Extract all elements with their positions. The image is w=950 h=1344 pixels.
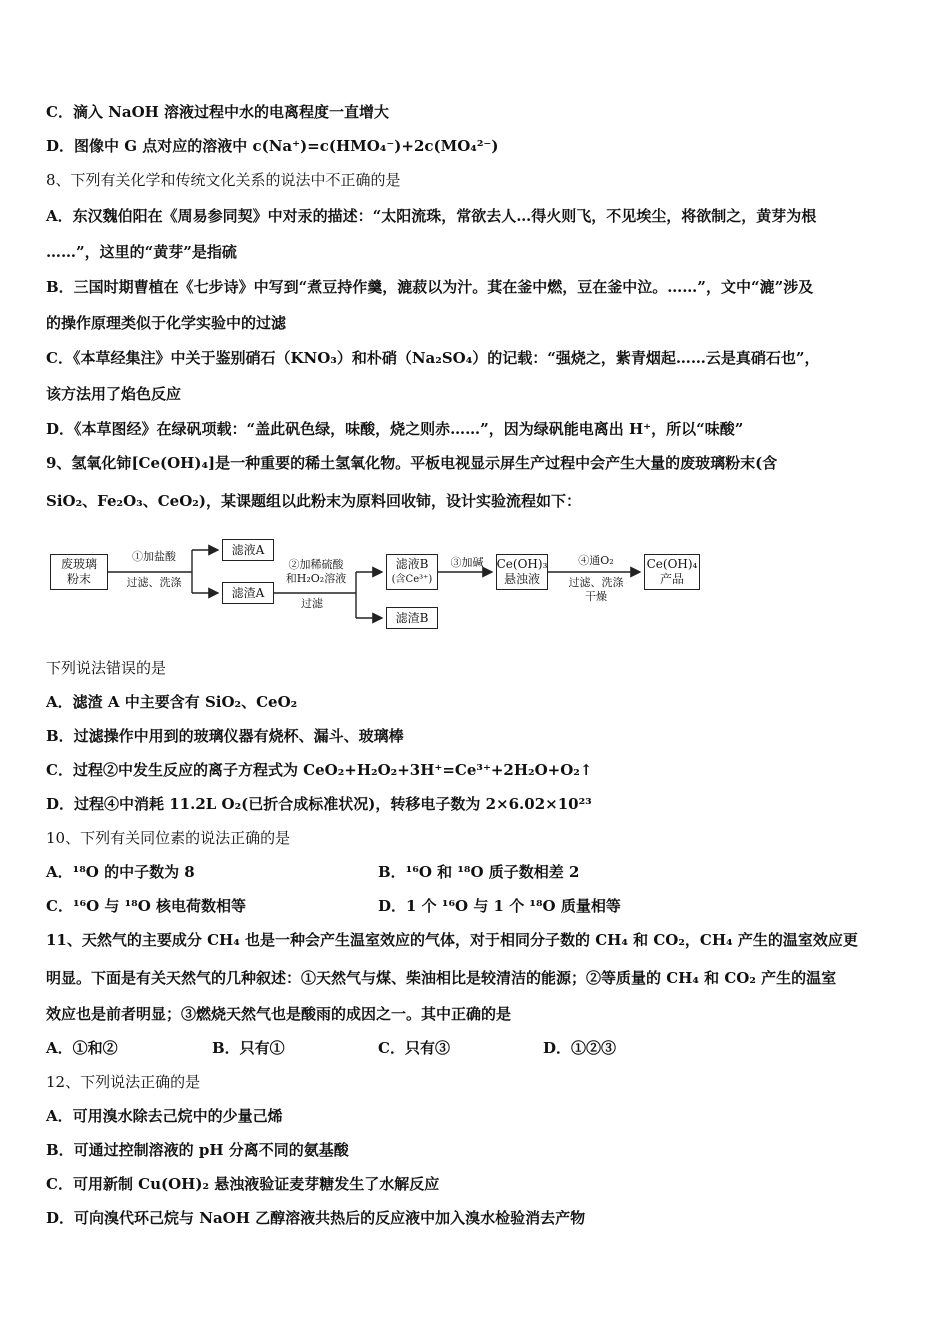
flow-box-residue-a: 滤渣A bbox=[222, 582, 274, 604]
q9-stem-line2: SiO₂、Fe₂O₃、CeO₂)，某课题组以此粉末为原料回收铈，设计实验流程如下： bbox=[46, 492, 581, 510]
q8-option-b-line2: 的操作原理类似于化学实验中的过滤 bbox=[46, 314, 287, 332]
flow-step2-label-line2: 和H₂O₂溶液 bbox=[285, 572, 347, 585]
flow-box-filtrate-b-line1: 滤液B bbox=[395, 557, 429, 571]
q9-option-d: D．过程④中消耗 11.2L O₂(已折合成标准状况)，转移电子数为 2×6.02×10²³ bbox=[46, 795, 592, 813]
flow-box-waste-glass bbox=[50, 554, 108, 590]
flow-box-ce-oh3-line2: 悬浊液 bbox=[503, 572, 540, 586]
q11-option-d: D．①②③ bbox=[543, 1039, 617, 1057]
q10-option-a: A．¹⁸O 的中子数为 8 bbox=[46, 863, 195, 881]
q9-stem-line1: 9、氢氧化铈[Ce(OH)₄]是一种重要的稀土氢氧化物。平板电视显示屏生产过程中会产生大量的废玻璃粉末(含 bbox=[46, 454, 778, 472]
q12-option-a: A．可用溴水除去己烷中的少量己烯 bbox=[46, 1107, 283, 1125]
q8-option-c-line1: C．《本草经集注》中关于鉴别硝石（KNO₃）和朴硝（Na₂SO₄）的记载：“强烧之，紫青烟起……云是真硝石也”， bbox=[46, 349, 820, 367]
q7-option-d: D．图像中 G 点对应的溶液中 c(Na⁺)=c(HMO₄⁻)+2c(MO₄²⁻) bbox=[46, 137, 499, 155]
flow-box-waste-glass-line2: 粉末 bbox=[66, 572, 91, 586]
q9-option-c: C．过程②中发生反应的离子方程式为 CeO₂+H₂O₂+3H⁺=Ce³⁺+2H₂O+O₂↑ bbox=[46, 761, 593, 779]
flow-box-filtrate-b bbox=[386, 554, 438, 590]
flow-step4-sublabel-line2: 干燥 bbox=[585, 590, 607, 603]
q12-option-b: B．可通过控制溶液的 pH 分离不同的氨基酸 bbox=[46, 1141, 349, 1159]
q8-option-b-line1: B．三国时期曹植在《七步诗》中写到“煮豆持作羹，漉菽以为汁。萁在釜中燃，豆在釜中泣。……”，文中“漉”涉及 bbox=[46, 278, 814, 296]
flow-step1-sublabel: 过滤、洗涤 bbox=[126, 576, 182, 589]
flow-step2-sublabel: 过滤 bbox=[301, 597, 323, 610]
flow-box-ce-oh3 bbox=[496, 554, 548, 590]
flow-box-ce-oh4-line2: 产品 bbox=[659, 572, 684, 586]
q8-option-a-line2: ……”，这里的“黄芽”是指硫 bbox=[46, 243, 237, 261]
q11-stem-line3: 效应也是前者明显；③燃烧天然气也是酸雨的成因之一。其中正确的是 bbox=[46, 1005, 512, 1023]
flow-step1-label: ①加盐酸 bbox=[132, 550, 176, 563]
flow-box-ce-oh3-line1: Ce(OH)₃ bbox=[496, 557, 548, 571]
flow-box-ce-oh4-line1: Ce(OH)₄ bbox=[646, 557, 698, 571]
q12-option-c: C．可用新制 Cu(OH)₂ 悬浊液验证麦芽糖发生了水解反应 bbox=[46, 1175, 440, 1193]
q7-option-c: C．滴入 NaOH 溶液过程中水的电离程度一直增大 bbox=[46, 103, 390, 121]
flow-box-filtrate-a: 滤液A bbox=[222, 539, 274, 561]
q11-option-b: B．只有① bbox=[212, 1039, 285, 1057]
q10-option-d: D．1 个 ¹⁶O 与 1 个 ¹⁸O 质量相等 bbox=[378, 897, 621, 915]
q9-question: 下列说法错误的是 bbox=[46, 659, 167, 677]
flow-box-residue-b: 滤渣B bbox=[386, 607, 438, 629]
q8-stem: 8、下列有关化学和传统文化关系的说法中不正确的是 bbox=[46, 171, 401, 189]
q12-stem: 12、下列说法正确的是 bbox=[46, 1073, 201, 1091]
flow-box-ce-oh4-product bbox=[644, 554, 700, 590]
q9-option-b: B．过滤操作中用到的玻璃仪器有烧杯、漏斗、玻璃棒 bbox=[46, 727, 404, 745]
q8-option-d: D．《本草图经》在绿矾项载：“盖此矾色绿，味酸，烧之则赤……”，因为绿矾能电离出 H⁺，所以“味酸” bbox=[46, 420, 744, 438]
flow-step4-label: ④通O₂ bbox=[578, 554, 614, 567]
q11-option-a: A．①和② bbox=[46, 1039, 118, 1057]
q10-option-b: B．¹⁶O 和 ¹⁸O 质子数相差 2 bbox=[378, 863, 580, 881]
q10-option-c: C．¹⁶O 与 ¹⁸O 核电荷数相等 bbox=[46, 897, 247, 915]
q12-option-d: D．可向溴代环己烷与 NaOH 乙醇溶液共热后的反应液中加入溴水检验消去产物 bbox=[46, 1209, 586, 1227]
flow-box-waste-glass-line1: 废玻璃 bbox=[60, 557, 97, 571]
q11-stem-line1: 11、天然气的主要成分 CH₄ 也是一种会产生温室效应的气体，对于相同分子数的 CH₄ 和 CO₂，CH₄ 产生的温室效应更 bbox=[46, 931, 858, 949]
q11-stem-line2: 明显。下面是有关天然气的几种叙述：①天然气与煤、柴油相比是较清洁的能源；②等质量的 CH₄ 和 CO₂ 产生的温室 bbox=[46, 969, 837, 987]
q10-stem: 10、下列有关同位素的说法正确的是 bbox=[46, 829, 291, 847]
q8-option-c-line2: 该方法用了焰色反应 bbox=[46, 385, 182, 403]
q8-option-a-line1: A．东汉魏伯阳在《周易参同契》中对汞的描述：“太阳流珠，常欲去人…得火则飞，不见埃尘，将欲制之，黄芽为根 bbox=[46, 207, 817, 225]
flow-box-filtrate-b-line2: (含Ce³⁺) bbox=[391, 574, 433, 585]
flow-step2-label-line1: ②加稀硫酸 bbox=[288, 558, 344, 571]
process-flow-diagram bbox=[46, 530, 706, 640]
q9-option-a: A．滤渣 A 中主要含有 SiO₂、CeO₂ bbox=[46, 693, 298, 711]
q11-option-c: C．只有③ bbox=[378, 1039, 450, 1057]
flow-step3-label: ③加碱 bbox=[450, 556, 484, 569]
flow-step4-sublabel-line1: 过滤、洗涤 bbox=[568, 576, 624, 589]
